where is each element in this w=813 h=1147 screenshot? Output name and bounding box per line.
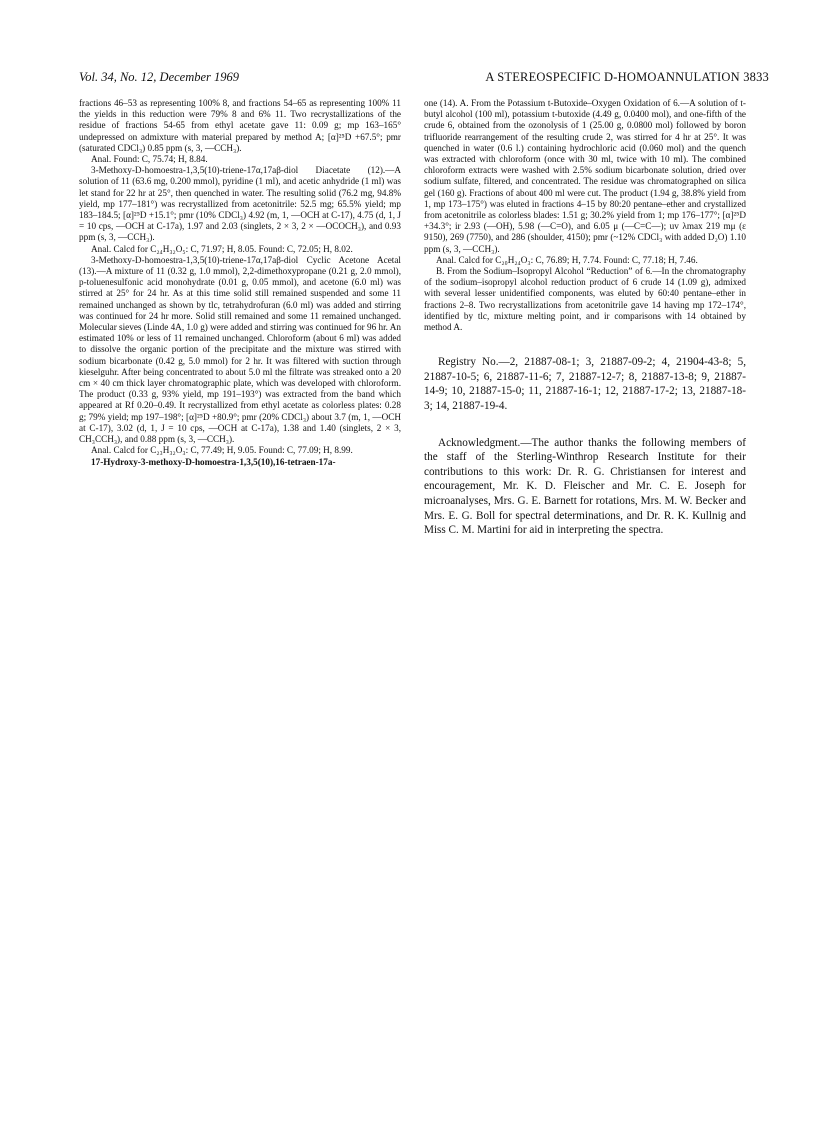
paragraph-anal-12: Anal. Calcd for C₂₄H₃₂O₅: C, 71.97; H, 8.05. Found: C, 72.05; H, 8.02. <box>91 243 353 254</box>
paragraph-method-b: B. From the Sodium–Isopropyl Alcohol “Reduction” of 6.—In the chromatography of the sodium–isopropyl alcohol reduction product of 6 crude 14 (1.09 g), admixed with several lesser unidentified components, was eluted by 60:40 pentane–ether in fractions 2–8. Two recrystallizations from acetonitrile gave 14 having mp 172–174°, identified by tlc, mixture melting point, and ir comparisons with 14 obtained by method A. <box>424 266 746 333</box>
right-column <box>424 98 746 538</box>
paragraph-anal-14: Anal. Calcd for C₂₀H₂₄O₃: C, 76.89; H, 7.74. Found: C, 77.18; H, 7.46. <box>436 254 698 265</box>
paragraph-fractions: fractions 46–53 as representing 100% 8, and fractions 54–65 as representing 100% 11 the yields in this reduction were 79% 8 and 6% 11. Two recrystallizations of the residue of fractions 54-65 from ethyl acetate gave 11: 0.09 g; mp 163–165° undepressed on admixture with material prepared by method A; [α]²⁵D +67.5°; pmr (saturated CDCl₃) 0.85 ppm (s, 3, —CCH₃). <box>79 98 401 153</box>
paragraph-anal-13: Anal. Calcd for C₂₃H₃₂O₃: C, 77.49; H, 9.05. Found: C, 77.09; H, 8.99. <box>91 445 353 456</box>
left-column <box>79 98 401 468</box>
footer-section <box>424 355 746 538</box>
paragraph-anal-11: Anal. Found: C, 75.74; H, 8.84. <box>91 154 208 165</box>
registry-numbers: Registry No.—2, 21887-08-1; 3, 21887-09-2; 4, 21904-43-8; 5, 21887-10-5; 6, 21887-11-6; 7, 21887-12-7; 8, 21887-13-8; 9, 21887-14-9; 10, 21887-15-0; 11, 21887-16-1; 12, 21887-17-2; 13, 21887-18-3; 14, 21887-19-4. <box>424 356 746 413</box>
running-header-title-page: A STEREOSPECIFIC D-HOMOANNULATION 3833 <box>485 70 769 84</box>
paragraph-method-a: one (14). A. From the Potassium t-Butoxide–Oxygen Oxidation of 6.—A solution of t-butyl alcohol (100 ml), potassium t-butoxide (4.49 g, 0.0400 mol), and one-fifth of the crude 6, obtained from the ozonolysis of 1 (25.00 g, 0.0800 mol) followed by boron trifluoride rearrangement of the resulting crude 2, was stirred for 4 hr at 25°. It was quenched in water (0.6 l.) containing hydrochloric acid (0.060 mol) and the quench was extracted with chloroform (once with 30 ml, twice with 10 ml). The combined chloroform extracts were washed with 2.5% sodium bicarbonate solution, dried over sodium sulfate, filtered, and concentrated. The residue was chromatographed on silica gel (160 g). Fractions of about 400 ml were cut. The product (1.94 g, 38.8% yield from 1, mp 173–175°) was eluted in fractions 4–15 by 80:20 pentane–ether and crystallized from acetonitrile as colorless blades: 1.51 g; 30.2% yield from 1; mp 176–177°; [α]²⁵D +34.3°; ir 2.93 (—OH), 5.98 (—C=O), and 6.05 μ (—C=C—); uv λmax 219 mμ (ε 9150), 269 (7750), and 286 (shoulder, 4150); pmr (~12% CDCl₃ with added D₂O) 1.10 ppm (s, 3, —CCH₃). <box>424 98 746 254</box>
paragraph-compound-14-heading: 17-Hydroxy-3-methoxy-D-homoestra-1,3,5(10),16-tetraen-17a- <box>91 456 336 467</box>
paragraph-compound-12: 3-Methoxy-D-homoestra-1,3,5(10)-triene-17α,17aβ-diol Diacetate (12).—A solution of 11 (63.6 mg, 0.200 mmol), pyridine (1 ml), and acetic anhydride (1 ml) was let stand for 22 hr at 25°, then quenched in water. The resulting solid (76.2 mg, 94.8% yield, mp 177–181°) was recrystallized from acetonitrile: 52.5 mg; 65.5% yield; mp 183–184.5; [α]²⁵D +15.1°; pmr (10% CDCl₃) 4.92 (m, 1, —OCH at C-17), 4.75 (d, 1, J = 10 cps, —OCH at C-17a), 1.97 and 2.03 (singlets, 2 × 3, 2 × —OCOCH₃), and 0.93 ppm (s, 3, —CCH₃). <box>79 165 401 243</box>
paragraph-compound-13: 3-Methoxy-D-homoestra-1,3,5(10)-triene-17α,17aβ-diol Cyclic Acetone Acetal (13).—A mixture of 11 (0.32 g, 1.0 mmol), 2,2-dimethoxypropane (0.21 g, 2.0 mmol), p-toluenesulfonic acid monohydrate (0.01 g, 0.05 mmol), and acetone (6.0 ml) was stirred at 25° for 24 hr. As at this time solid still remained suspended and some 11 remained unchanged as shown by tlc, tetrahydrofuran (6.0 ml) was added and stirring was continued for 24 hr more. Solid still remained and some 11 remained unchanged. Molecular sieves (Linde 4A, 1.0 g) were added and stirring was continued for 96 hr. An estimated 10% or less of 11 remained unchanged. Chloroform (about 6 ml) was added to dissolve the organic portion of the precipitate and the mixture was stirred with sodium bicarbonate (0.42 g, 5.0 mmol) for 2 hr. It was filtered with suction through kieselguhr. After being concentrated to about 5.0 ml the filtrate was streaked onto a 20 cm × 40 cm thick layer chromatographic plate, which was developed with chloroform. The product (0.33 g, 93% yield, mp 191–193°) was extracted from the band which appeared at Rf 0.20–0.49. It recrystallized from ethyl acetate as colorless plates: 0.28 g; 79% yield; mp 197–198°; [α]²⁵D +80.9°; pmr (20% CDCl₃) about 3.7 (m, 1, —OCH at C-17), 3.02 (d, 1, J = 10 cps, —OCH at C-17a), 1.38 and 1.40 (singlets, 2 × 3, CH₃CCH₃), and 0.88 ppm (s, 3, —CCH₃). <box>79 254 401 445</box>
running-header-journal: Vol. 34, No. 12, December 1969 <box>79 70 240 84</box>
acknowledgment: Acknowledgment.—The author thanks the following members of the staff of the Sterling-Winthrop Research Institute for their contributions to this work: Dr. R. G. Christiansen for interest and encouragement, Mr. K. D. Fleischer and Mr. C. E. Joseph for microanalyses, Mrs. G. E. Barnett for rotations, Mrs. M. W. Becker and Mrs. E. G. Boll for spectral determinations, and Dr. R. K. Kullnig and Miss C. M. Martini for aid in interpreting the spectra. <box>424 436 746 537</box>
